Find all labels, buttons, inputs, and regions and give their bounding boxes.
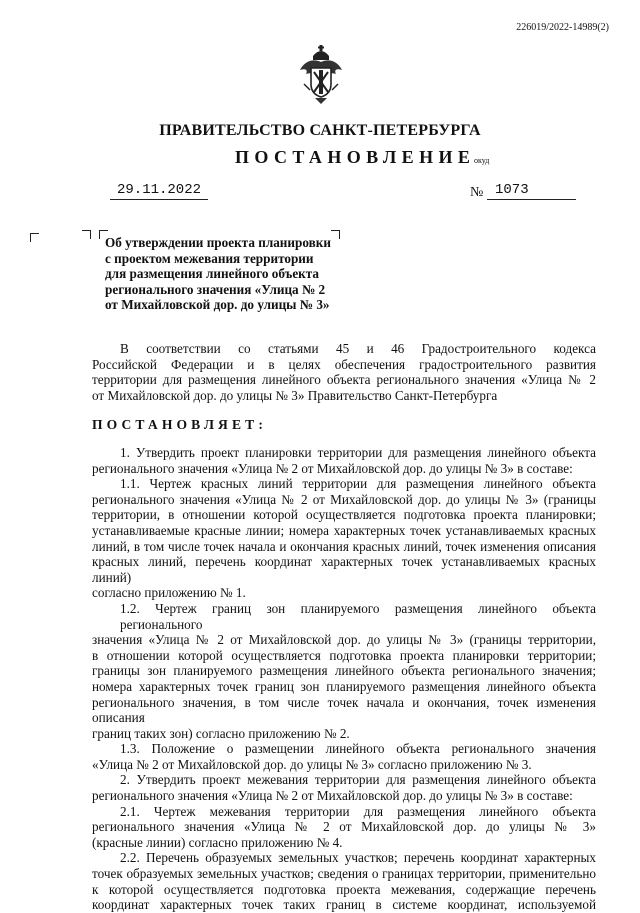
coat-of-arms-icon xyxy=(298,44,344,106)
subject-line: с проектом межевания территории xyxy=(105,250,314,266)
preamble-line: территории для размещения линейного объекта регионального значения «Улица № 2 xyxy=(92,372,596,388)
body-line: значения «Улица № 2 от Михайловской дор. до улицы № 3» (границы территории, xyxy=(92,632,596,648)
subject-line: для размещения линейного объекта xyxy=(105,266,320,282)
preamble xyxy=(92,341,596,403)
body-line: 1.1. Чертеж красных линий территории для размещения линейного объекта xyxy=(120,476,596,492)
body-line: территории, в отношении которой осуществляется подготовка проекта планировки; xyxy=(92,507,596,523)
body-line: регионального значения «Улица № 2 от Михайловской дор. до улицы № 3» xyxy=(92,819,596,835)
body-line: регионального значения «Улица № 2 от Михайловской дор. до улицы № 3» (границы xyxy=(92,491,596,507)
body-line: 2.1. Чертеж межевания территории для размещения линейного объекта xyxy=(120,803,596,819)
body-line: устанавливаемые красные линии; номера характерных точек устанавливаемых красных xyxy=(92,522,596,538)
document-date: 29.11.2022 xyxy=(110,182,208,200)
issuing-authority: ПРАВИТЕЛЬСТВО САНКТ-ПЕТЕРБУРГА xyxy=(159,122,481,139)
body-line: 1.3. Положение о размещении линейного объекта регионального значения xyxy=(120,741,596,757)
body-line: в отношении которой осуществляется подготовка проекта планировки территории; xyxy=(92,647,596,663)
body-line: 1.2. Чертеж границ зон планируемого размещения линейного объекта регионального xyxy=(120,600,596,632)
document-number: 1073 xyxy=(487,182,576,200)
body-line: (красные линии) согласно приложению № 4. xyxy=(92,834,343,850)
resolution-body xyxy=(92,445,596,913)
corner-bracket-left xyxy=(30,233,39,242)
document-subject xyxy=(105,235,345,313)
body-line: регионального значения, в том числе точек начала и окончания, точек изменения описания xyxy=(92,694,596,726)
body-line: 2.2. Перечень образуемых земельных участков; перечень координат характерных xyxy=(120,850,596,866)
resolves-heading: ПОСТАНОВЛЯЕТ: xyxy=(92,417,267,432)
body-line: регионального значения «Улица № 2 от Михайловской дор. до улицы № 3» в составе: xyxy=(92,788,573,804)
body-line: 2. Утвердить проект межевания территории для размещения линейного объекта xyxy=(120,772,596,788)
body-line: номера характерных точек границ зон планируемого размещения линейного объекта xyxy=(92,678,596,694)
okud-label: окуд xyxy=(474,156,490,165)
body-line: 1. Утвердить проект планировки территории для размещения линейного объекта xyxy=(120,445,596,460)
body-line: границы зон планируемого размещения линейного объекта регионального значения; xyxy=(92,663,596,679)
subject-line: регионального значения «Улица № 2 xyxy=(105,281,326,297)
preamble-line: от Михайловской дор. до улицы № 3» Правительство Санкт-Петербурга xyxy=(92,387,498,403)
body-line: «Улица № 2 от Михайловской дор. до улицы № 3» согласно приложению № 3. xyxy=(92,756,532,772)
body-line: регионального значения «Улица № 2 от Михайловской дор. до улицы № 3» в составе: xyxy=(92,460,573,476)
subject-line: Об утверждении проекта планировки xyxy=(105,235,331,250)
number-sign: № xyxy=(470,185,484,200)
body-line: к которой осуществляется подготовка проекта межевания, содержащие перечень xyxy=(92,881,596,897)
corner-bracket-mid-left xyxy=(82,230,91,239)
body-line: красных линий, перечень координат характерных точек устанавливаемых красных линий) xyxy=(92,554,596,585)
body-line: границ таких зон) согласно приложению № 2. xyxy=(92,725,350,741)
subject-line: от Михайловской дор. до улицы № 3» xyxy=(105,297,330,313)
registration-number: 226019/2022-14989(2) xyxy=(516,22,609,33)
document-type: ПОСТАНОВЛЕНИЕ xyxy=(235,147,476,167)
body-line: согласно приложению № 1. xyxy=(92,585,246,601)
preamble-line: Российской Федерации и в целях обеспечения градостроительного развития xyxy=(92,356,596,372)
body-line: линий, в том числе точек начала и окончания красных линий, точек изменения описания xyxy=(92,538,596,554)
body-line: точек образуемых земельных участков; сведения о границах территории, применительно xyxy=(92,866,596,882)
preamble-line: В соответствии со статьями 45 и 46 Градостроительного кодекса xyxy=(120,341,596,356)
body-line: координат характерных точек таких границ в системе координат, используемой xyxy=(92,897,596,913)
